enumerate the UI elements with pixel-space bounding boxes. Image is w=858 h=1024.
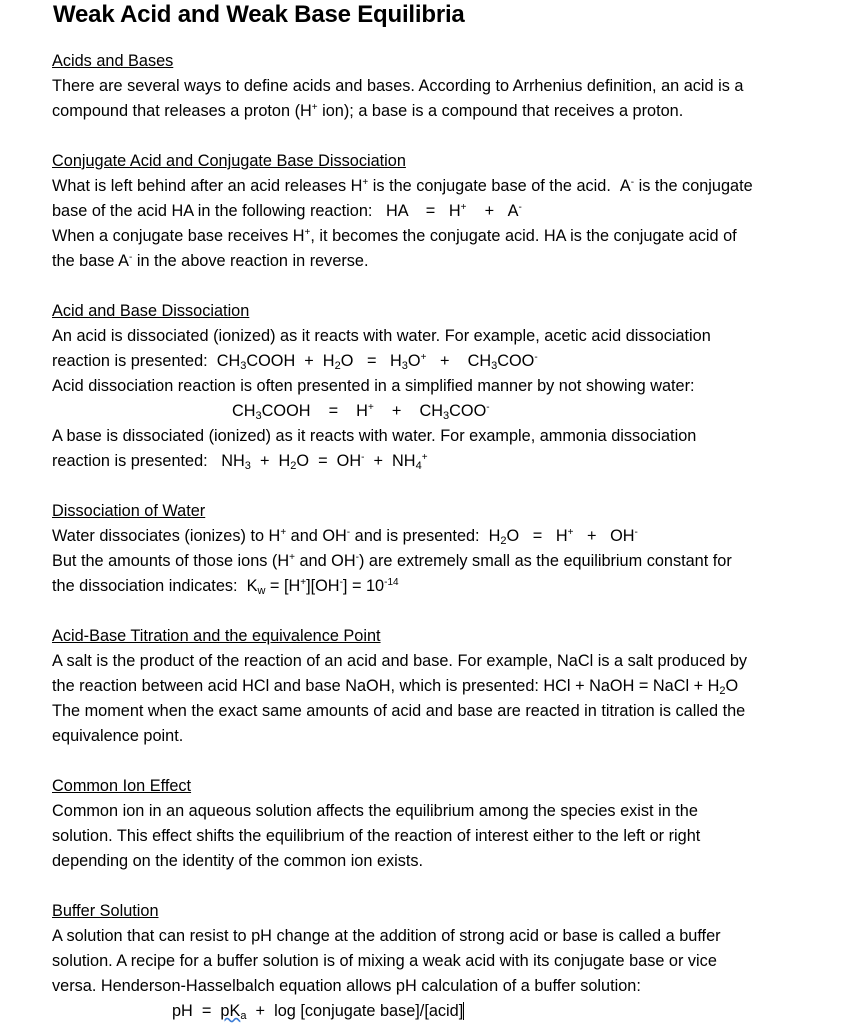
section-heading: Buffer Solution bbox=[52, 902, 159, 920]
text-line: But the amounts of those ions (H+ and OH-) are extremely small as the equilibrium constant for bbox=[52, 552, 732, 570]
page-title: Weak Acid and Weak Base Equilibria bbox=[53, 1, 465, 28]
text-line: the reaction between acid HCl and base NaOH, which is presented: HCl + NaOH = NaCl + $H_2O$ bbox=[52, 677, 739, 697]
text-line: the base A- in the above reaction in reverse. bbox=[52, 252, 369, 270]
text-line: The moment when the exact same amounts of acid and base are reacted in titration is called the bbox=[52, 702, 746, 720]
text-line: Acid dissociation reaction is often presented in a simplified manner by not showing water: bbox=[52, 377, 695, 395]
text-line: A base is dissociated (ionized) as it reacts with water. For example, ammonia dissociation bbox=[52, 427, 697, 445]
text-line: A salt is the product of the reaction of an acid and base. For example, NaCl is a salt produced by bbox=[52, 652, 748, 670]
text-line: the dissociation indicates: $K_w = [H^+][OH^-] = 10^{-14}$ bbox=[52, 577, 399, 597]
text-line: An acid is dissociated (ionized) as it reacts with water. For example, acetic acid dissociation bbox=[52, 327, 711, 345]
section-heading: Dissociation of Water bbox=[52, 502, 206, 520]
section-buffer bbox=[52, 899, 832, 1024]
section-water-dissociation bbox=[52, 499, 832, 599]
equation-line: pH = $pK_a + \log$ [conjugate base]/[acid] bbox=[172, 1002, 464, 1022]
text-line: solution. A recipe for a buffer solution is of mixing a weak acid with its conjugate base or vice bbox=[52, 952, 717, 970]
section-conjugate bbox=[52, 149, 832, 274]
section-heading: Acids and Bases bbox=[52, 52, 174, 70]
text-line: depending on the identity of the common ion exists. bbox=[52, 852, 424, 870]
text-line: When a conjugate base receives H+, it becomes the conjugate acid. HA is the conjugate acid of bbox=[52, 227, 737, 245]
text-line: Water dissociates (ionizes) to H+ and OH- and is presented: $H_2O = H^+ + OH^-$ bbox=[52, 527, 638, 547]
section-titration bbox=[52, 624, 832, 749]
section-heading: Acid and Base Dissociation bbox=[52, 302, 250, 320]
text-line: equivalence point. bbox=[52, 727, 184, 745]
text-line: What is left behind after an acid releases H+ is the conjugate base of the acid. A- is the conjugate bbox=[52, 177, 753, 195]
section-heading: Acid-Base Titration and the equivalence Point bbox=[52, 627, 381, 645]
text-line: base of the acid HA in the following reaction: HA = H+ + A- bbox=[52, 202, 522, 220]
text-line: Common ion in an aqueous solution affects the equilibrium among the species exist in the bbox=[52, 802, 698, 820]
text-line: compound that releases a proton (H+ ion); a base is a compound that receives a proton. bbox=[52, 102, 684, 120]
equation-line: $CH_3COOH$ = H+ + $CH_3COO^-$ bbox=[232, 402, 490, 422]
text-line: A solution that can resist to pH change at the addition of strong acid or base is called a buffer bbox=[52, 927, 721, 945]
section-common-ion bbox=[52, 774, 832, 874]
text-line: reaction is presented: $NH_3 + H_2O = OH^- + NH_4^+$ bbox=[52, 452, 428, 472]
section-acid-base-dissociation bbox=[52, 299, 832, 474]
text-line: solution. This effect shifts the equilibrium of the reaction of interest either to the left or right bbox=[52, 827, 701, 845]
text-line: reaction is presented: $CH_3COOH + H_2O = H_3O^+$ + $CH_3COO^-$ bbox=[52, 352, 538, 372]
section-heading: Common Ion Effect bbox=[52, 777, 192, 795]
section-heading: Conjugate Acid and Conjugate Base Dissociation bbox=[52, 152, 406, 170]
text-line: versa. Henderson-Hasselbalch equation allows pH calculation of a buffer solution: bbox=[52, 977, 641, 995]
section-acids-bases bbox=[52, 49, 832, 124]
text-line: There are several ways to define acids and bases. According to Arrhenius definition, an acid is a bbox=[52, 77, 744, 95]
